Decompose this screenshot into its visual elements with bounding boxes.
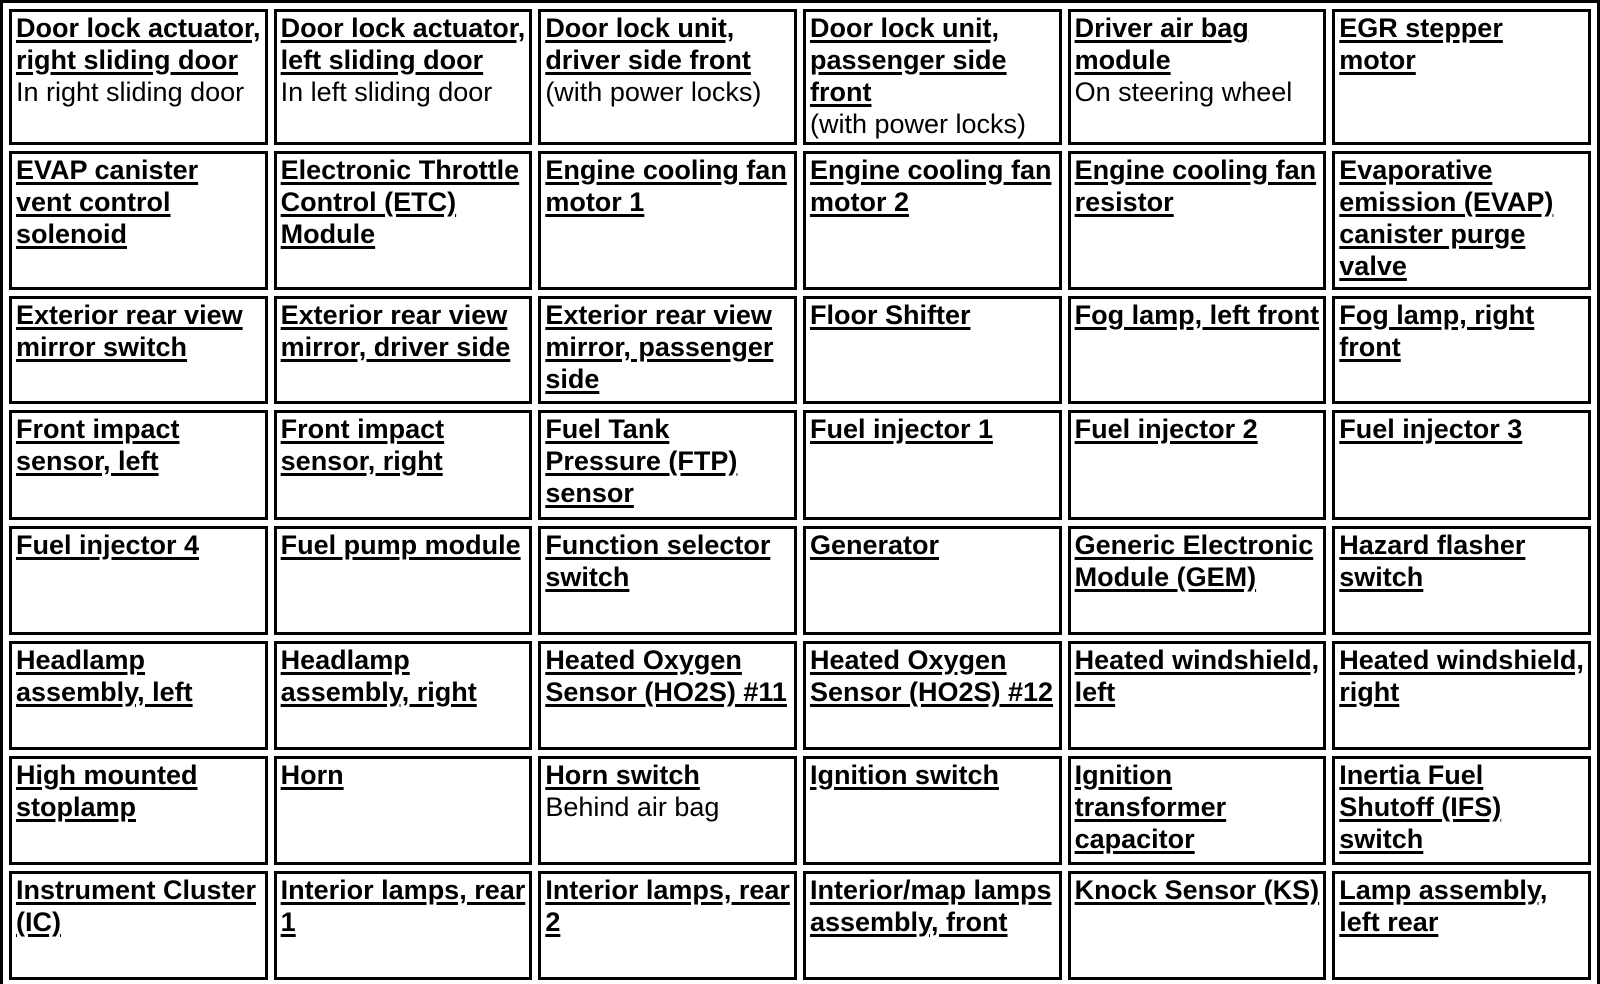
component-cell <box>538 526 797 635</box>
component-cell <box>1332 296 1591 404</box>
component-link[interactable]: Fuel injector 1 <box>809 414 994 444</box>
component-cell <box>274 410 533 520</box>
component-link[interactable]: Floor Shifter <box>809 300 971 330</box>
component-cell <box>1332 151 1591 290</box>
component-link[interactable]: Generator <box>809 530 940 560</box>
component-cell <box>274 871 533 980</box>
component-note: On steering wheel <box>1074 77 1293 107</box>
component-cell <box>803 9 1062 145</box>
component-link[interactable]: Door lock unit, passenger side front <box>809 13 1007 107</box>
component-cell <box>9 641 268 750</box>
component-cell <box>1332 9 1591 145</box>
component-link[interactable]: Generic Electronic Module (GEM) <box>1074 530 1314 592</box>
component-cell <box>538 756 797 865</box>
component-link[interactable]: Horn <box>280 760 344 790</box>
component-cell <box>803 756 1062 865</box>
component-link[interactable]: Interior lamps, rear 2 <box>545 875 790 937</box>
component-link[interactable]: Front impact sensor, left <box>16 414 180 476</box>
component-link[interactable]: Fog lamp, left front <box>1074 300 1320 330</box>
component-link[interactable]: Heated Oxygen Sensor (HO2S) #11 <box>545 645 787 707</box>
component-cell <box>538 9 797 145</box>
component-table-body <box>9 9 1591 980</box>
component-link[interactable]: Exterior rear view mirror, driver side <box>280 300 511 362</box>
component-cell <box>1332 756 1591 865</box>
component-link[interactable]: Door lock unit, driver side front <box>545 13 751 75</box>
component-cell <box>9 9 268 145</box>
component-link[interactable]: Engine cooling fan resistor <box>1074 155 1317 217</box>
component-note: In right sliding door <box>16 77 245 107</box>
table-row <box>9 641 1591 750</box>
component-link[interactable]: Fuel pump module <box>280 530 521 560</box>
component-cell <box>1068 641 1327 750</box>
component-cell <box>1068 756 1327 865</box>
component-note: (with power locks) <box>809 109 1027 139</box>
component-cell <box>538 151 797 290</box>
component-cell <box>1068 871 1327 980</box>
component-link[interactable]: Ignition switch <box>809 760 999 790</box>
component-cell <box>274 641 533 750</box>
component-note: (with power locks) <box>545 77 762 107</box>
component-cell <box>274 296 533 404</box>
component-link[interactable]: Door lock actuator, right sliding door <box>16 13 261 75</box>
component-cell <box>1068 151 1327 290</box>
component-cell <box>803 410 1062 520</box>
component-link[interactable]: Inertia Fuel Shutoff (IFS) switch <box>1339 760 1502 854</box>
component-link[interactable]: Heated Oxygen Sensor (HO2S) #12 <box>809 645 1054 707</box>
component-cell <box>9 526 268 635</box>
component-link[interactable]: Knock Sensor (KS) <box>1074 875 1320 905</box>
component-link[interactable]: Lamp assembly, left rear <box>1339 875 1548 937</box>
table-row <box>9 410 1591 520</box>
component-cell <box>803 526 1062 635</box>
component-cell <box>1068 410 1327 520</box>
component-link[interactable]: Fuel injector 2 <box>1074 414 1258 444</box>
component-link[interactable]: Horn switch <box>545 760 700 790</box>
component-link[interactable]: Interior/map lamps assembly, front <box>809 875 1052 937</box>
component-cell <box>803 151 1062 290</box>
component-cell <box>1332 526 1591 635</box>
component-cell <box>1068 9 1327 145</box>
component-link[interactable]: Fuel Tank Pressure (FTP) sensor <box>545 414 738 508</box>
component-link[interactable]: Fog lamp, right front <box>1339 300 1535 362</box>
component-cell <box>274 756 533 865</box>
table-row <box>9 9 1591 145</box>
component-link[interactable]: EGR stepper motor <box>1339 13 1503 75</box>
component-link[interactable]: Electronic Throttle Control (ETC) Module <box>280 155 520 249</box>
component-cell <box>1332 871 1591 980</box>
component-link[interactable]: Instrument Cluster (IC) <box>16 875 257 937</box>
component-cell <box>274 9 533 145</box>
table-row <box>9 756 1591 865</box>
table-row <box>9 871 1591 980</box>
component-cell <box>9 296 268 404</box>
component-link[interactable]: EVAP canister vent control solenoid <box>16 155 199 249</box>
component-link[interactable]: High mounted stoplamp <box>16 760 198 822</box>
component-cell <box>538 410 797 520</box>
component-link[interactable]: Exterior rear view mirror, passenger side <box>545 300 774 394</box>
table-row <box>9 296 1591 404</box>
component-cell <box>1332 641 1591 750</box>
component-link[interactable]: Heated windshield, left <box>1074 645 1320 707</box>
table-row <box>9 151 1591 290</box>
table-row <box>9 526 1591 635</box>
component-cell <box>1068 526 1327 635</box>
component-link[interactable]: Ignition transformer capacitor <box>1074 760 1227 854</box>
component-link[interactable]: Driver air bag module <box>1074 13 1249 75</box>
component-cell <box>538 641 797 750</box>
component-link[interactable]: Headlamp assembly, left <box>16 645 193 707</box>
component-link[interactable]: Evaporative emission (EVAP) canister purge valve <box>1339 155 1554 281</box>
component-link[interactable]: Fuel injector 4 <box>16 530 200 560</box>
component-cell <box>538 296 797 404</box>
component-cell <box>9 410 268 520</box>
component-cell <box>9 871 268 980</box>
component-link[interactable]: Hazard flasher switch <box>1339 530 1526 592</box>
component-cell <box>1068 296 1327 404</box>
component-link[interactable]: Headlamp assembly, right <box>280 645 477 707</box>
component-link[interactable]: Fuel injector 3 <box>1339 414 1523 444</box>
component-link[interactable]: Engine cooling fan motor 2 <box>809 155 1052 217</box>
component-link[interactable]: Front impact sensor, right <box>280 414 445 476</box>
component-link[interactable]: Engine cooling fan motor 1 <box>545 155 787 217</box>
component-cell <box>9 151 268 290</box>
component-cell <box>9 756 268 865</box>
component-note: Behind air bag <box>545 792 720 822</box>
component-cell <box>274 151 533 290</box>
component-link[interactable]: Heated windshield, right <box>1339 645 1584 707</box>
component-link[interactable]: Door lock actuator, left sliding door <box>280 13 526 75</box>
component-cell <box>803 871 1062 980</box>
component-cell <box>803 641 1062 750</box>
component-cell <box>274 526 533 635</box>
component-cell <box>803 296 1062 404</box>
component-note: In left sliding door <box>280 77 493 107</box>
component-link[interactable]: Interior lamps, rear 1 <box>280 875 526 937</box>
component-link[interactable]: Function selector switch <box>545 530 771 592</box>
component-cell <box>1332 410 1591 520</box>
component-link[interactable]: Exterior rear view mirror switch <box>16 300 243 362</box>
component-cell <box>538 871 797 980</box>
